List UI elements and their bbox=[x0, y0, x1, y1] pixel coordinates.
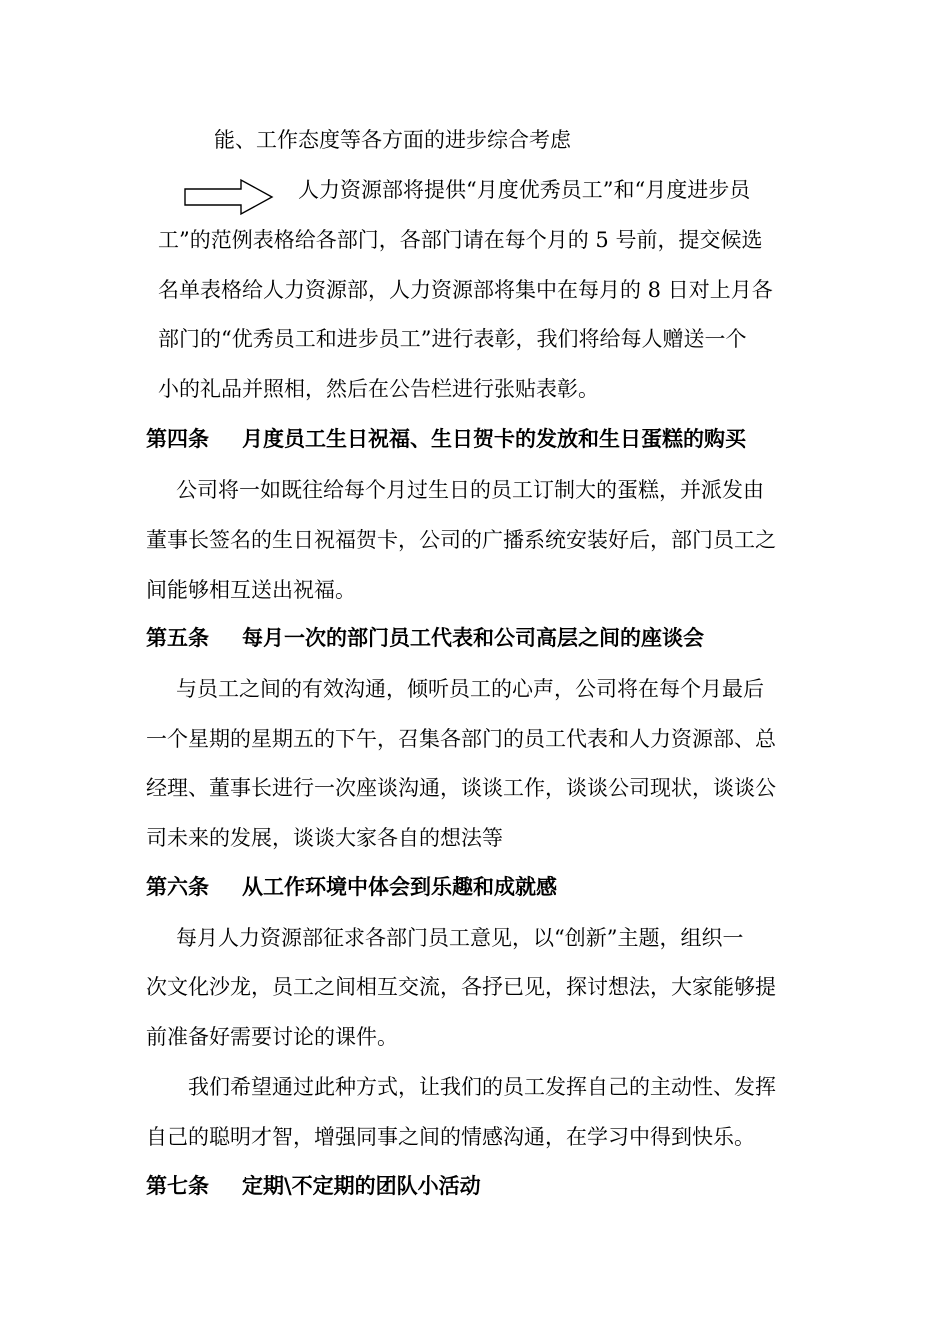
paragraph-line: 经理、董事长进行一次座谈沟通，谈谈工作，谈谈公司现状，谈谈公 bbox=[146, 776, 776, 800]
paragraph-line: 一个星期的星期五的下午，召集各部门的员工代表和人力资源部、总 bbox=[146, 727, 776, 751]
section-title: 定期\不定期的团队小活动 bbox=[242, 1173, 481, 1198]
section-heading bbox=[146, 425, 746, 453]
paragraph-line: 公司将一如既往给每个月过生日的员工订制大的蛋糕，并派发由 bbox=[176, 478, 764, 502]
paragraph-line: 与员工之间的有效沟通，倾听员工的心声，公司将在每个月最后 bbox=[176, 677, 764, 701]
paragraph-line: 小的礼品并照相，然后在公告栏进行张贴表彰。 bbox=[158, 377, 599, 401]
paragraph-line: 能、工作态度等各方面的进步综合考虑 bbox=[214, 128, 571, 152]
paragraph-line: 间能够相互送出祝福。 bbox=[146, 578, 356, 602]
paragraph-line: 自己的聪明才智，增强同事之间的情感沟通，在学习中得到快乐。 bbox=[146, 1125, 755, 1149]
paragraph-line: 人力资源部将提供“月度优秀员工”和“月度进步员 bbox=[298, 178, 751, 202]
section-title: 每月一次的部门员工代表和公司高层之间的座谈会 bbox=[242, 625, 704, 650]
paragraph-line: 我们希望通过此种方式，让我们的员工发挥自己的主动性、发挥 bbox=[188, 1075, 776, 1099]
section-heading bbox=[146, 873, 557, 901]
paragraph-line: 前准备好需要讨论的课件。 bbox=[146, 1025, 398, 1049]
paragraph-line: 每月人力资源部征求各部门员工意见，以“创新”主题，组织一 bbox=[176, 926, 744, 950]
paragraph-line: 工”的范例表格给各部门，各部门请在每个月的 5 号前，提交候选 bbox=[158, 228, 763, 252]
section-number: 第七条 bbox=[146, 1173, 209, 1198]
paragraph-line: 次文化沙龙，员工之间相互交流，各抒已见，探讨想法，大家能够提 bbox=[146, 975, 776, 999]
section-number: 第六条 bbox=[146, 874, 209, 899]
paragraph-line: 董事长签名的生日祝福贺卡，公司的广播系统安装好后，部门员工之 bbox=[146, 528, 776, 552]
right-arrow-icon bbox=[183, 178, 275, 216]
paragraph-line: 名单表格给人力资源部，人力资源部将集中在每月的 8 日对上月各 bbox=[158, 278, 773, 302]
section-title: 月度员工生日祝福、生日贺卡的发放和生日蛋糕的购买 bbox=[242, 426, 746, 451]
paragraph-line: 司未来的发展，谈谈大家各自的想法等 bbox=[146, 826, 503, 850]
section-number: 第五条 bbox=[146, 625, 209, 650]
section-title: 从工作环境中体会到乐趣和成就感 bbox=[242, 874, 557, 899]
section-heading bbox=[146, 624, 704, 652]
section-heading bbox=[146, 1172, 481, 1200]
section-number: 第四条 bbox=[146, 426, 209, 451]
paragraph-line: 部门的“优秀员工和进步员工”进行表彰，我们将给每人赠送一个 bbox=[158, 327, 747, 351]
